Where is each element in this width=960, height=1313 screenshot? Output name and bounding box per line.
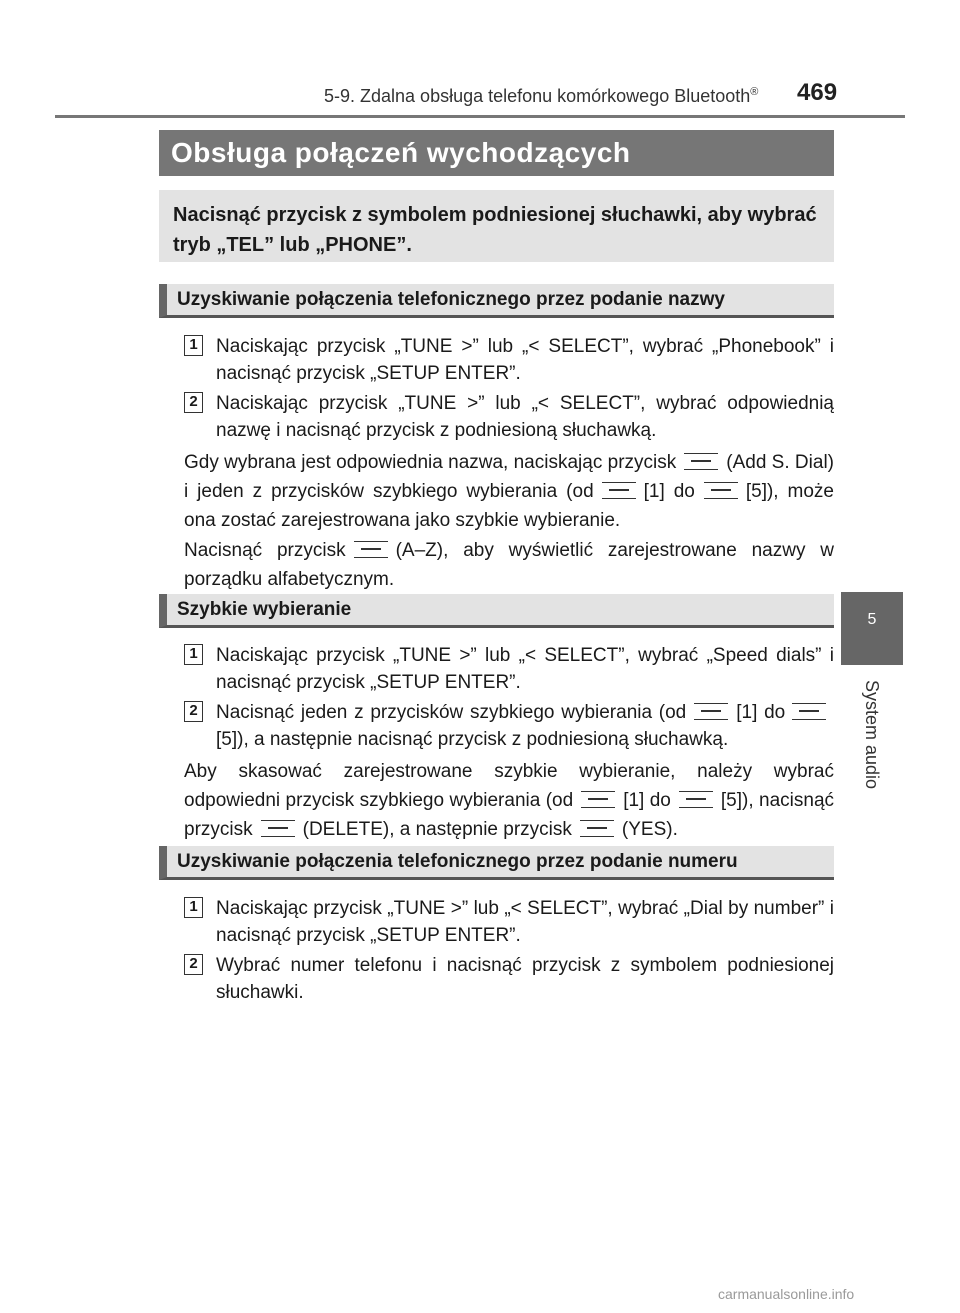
step-number: 2 — [184, 392, 203, 413]
step-number: 1 — [184, 644, 203, 665]
watermark: carmanualsonline.info — [718, 1286, 855, 1302]
step-text-part: Nacisnąć jeden z przycisków szybkiego wybierania (od — [216, 702, 687, 723]
step-number: 1 — [184, 335, 203, 356]
step-number: 2 — [184, 954, 203, 975]
paragraph-text: [1] do — [623, 790, 671, 811]
step-item — [184, 333, 834, 387]
paragraph-text: [5]), może ona zostać zarejestrowana jako szybkie wybieranie. — [184, 481, 834, 531]
paragraph-text: Nacisnąć przycisk — [184, 540, 346, 561]
button-icon — [704, 482, 738, 499]
step-text: Wybrać numer telefonu i nacisnąć przycisk z symbolem podniesionej słuchawki. — [216, 955, 834, 1003]
step-item — [184, 699, 834, 753]
paragraph-text: [5]), nacisnąć przycisk — [184, 790, 835, 840]
button-icon — [602, 482, 636, 499]
button-icon — [354, 541, 388, 558]
paragraph-alphabetical — [184, 536, 834, 594]
step-text: Naciskając przycisk „TUNE >” lub „< SELECT”, wybrać „Speed dials” i nacisnąć przycisk „SETUP ENTER”. — [216, 645, 834, 693]
button-icon — [581, 791, 615, 808]
step-item — [184, 390, 834, 444]
paragraph-text: Aby skasować zarejestrowane szybkie wybieranie, należy wybrać odpowiedni przycisk szybkiego wybierania (od — [184, 761, 834, 811]
step-text: Naciskając przycisk „TUNE >” lub „< SELECT”, wybrać „Dial by number” i nacisnąć przycisk „SETUP ENTER”. — [216, 898, 834, 946]
step-number: 1 — [184, 897, 203, 918]
step-text — [216, 699, 834, 753]
intro-box: Nacisnąć przycisk z symbolem podniesionej słuchawki, aby wybrać tryb „TEL” lub „PHONE”. — [159, 190, 834, 262]
step-text-part: [5]), a następnie nacisnąć przycisk z podniesioną słuchawką. — [216, 729, 729, 750]
button-icon — [261, 820, 295, 837]
step-text: Naciskając przycisk „TUNE >” lub „< SELECT”, wybrać odpowiednią nazwę i nacisnąć przycisk z podniesioną słuchawką. — [216, 393, 834, 441]
paragraph-text: (YES). — [621, 819, 678, 840]
button-icon — [694, 703, 728, 720]
section-heading-speed-dial: Szybkie wybieranie — [159, 594, 834, 628]
running-header — [324, 86, 758, 107]
section-heading-by-name: Uzyskiwanie połączenia telefonicznego przez podanie nazwy — [159, 284, 834, 318]
paragraph-text: (A–Z), aby wyświetlić zarejestrowane nazwy w porządku alfabetycznym. — [184, 540, 834, 590]
button-icon — [679, 791, 713, 808]
paragraph-text: (Add S. Dial) i jeden z przycisków szybkiego wybierania (od — [184, 452, 834, 502]
step-text: Naciskając przycisk „TUNE >” lub „< SELECT”, wybrać „Phonebook” i nacisnąć przycisk „SETUP ENTER”. — [216, 336, 834, 384]
step-item — [184, 895, 834, 949]
paragraph-add-speed-dial — [184, 448, 834, 535]
chapter-label: System audio — [862, 680, 882, 790]
chapter-tab: 5 — [841, 592, 903, 665]
header-rule — [55, 115, 905, 118]
paragraph-text: Gdy wybrana jest odpowiednia nazwa, naciskając przycisk — [184, 452, 677, 473]
step-item — [184, 952, 834, 1006]
step-number: 2 — [184, 701, 203, 722]
step-item — [184, 642, 834, 696]
paragraph-delete-speed-dial — [184, 757, 834, 844]
button-icon — [580, 820, 614, 837]
paragraph-text: [1] do — [643, 481, 695, 502]
registered-mark: ® — [750, 86, 759, 98]
page-number: 469 — [797, 79, 838, 106]
button-icon — [684, 453, 718, 470]
button-icon — [792, 703, 826, 720]
page-title: Obsługa połączeń wychodzących — [159, 130, 834, 176]
step-text-part: [1] do — [736, 702, 786, 723]
section-heading-by-number: Uzyskiwanie połączenia telefonicznego przez podanie numeru — [159, 846, 834, 880]
running-header-text: 5-9. Zdalna obsługa telefonu komórkowego Bluetooth — [324, 86, 751, 106]
paragraph-text: (DELETE), a następnie przycisk — [302, 819, 572, 840]
